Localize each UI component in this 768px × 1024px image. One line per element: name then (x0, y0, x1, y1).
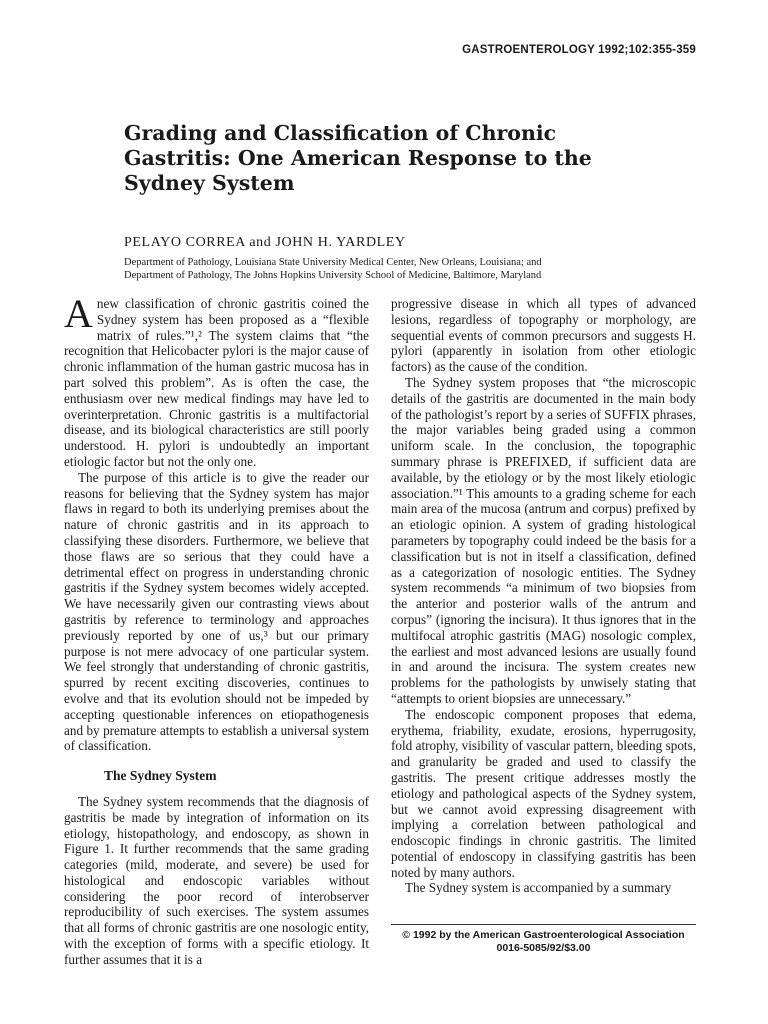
affiliation: Department of Pathology, Louisiana State University Medical Center, New Orleans, Louisiana; and (124, 257, 542, 268)
paragraph-text: new classification of chronic gastritis coined the Sydney system has been proposed as a “flexible matrix of rules.”¹,² The system claims that “the recognition that Helicobacter pylori is the major cause of chronic inflammation of the human gastric mucosa has in part solved this problem”. As is often the case, the enthusiasm over new medical findings may have led to overinterpretation. Chronic gastritis is a multifactorial disease, and its biological characteristics are still poorly understood. H. pylori is undoubtedly an important etiologic factor but not the only one. (64, 296, 369, 469)
article-title (124, 121, 664, 196)
paragraph: The Sydney system recommends that the diagnosis of gastritis be made by integration of information on its etiology, histopathology, and endoscopy, as shown in Figure 1. It further recommends that the same grading categories (mild, moderate, and severe) be used for histological and endoscopic variables without considering the poor record of interobserver reproducibility of such exercises. The system assumes that all forms of chronic gastritis are one nosologic entity, with the exception of forms with a specific etiology. It further assumes that it is a (64, 793, 369, 967)
journal-reference: GASTROENTEROLOGY 1992;102:355-359 (462, 44, 696, 56)
paragraph: The Sydney system is accompanied by a summary (405, 880, 672, 896)
affiliation: Department of Pathology, The Johns Hopkins University School of Medicine, Baltimore, Maryland (124, 270, 542, 281)
copyright-line: © 1992 by the American Gastroenterological Association (402, 929, 685, 941)
footer-rule (391, 924, 696, 925)
paragraph: The purpose of this article is to give the reader our reasons for believing that the Sydney system has major flaws in regard to both its underlying premises about the nature of chronic gastritis and in its approach to classifying these disorders. Furthermore, we believe that those flaws are so serious that they could have a detrimental effect on progress in understanding chronic gastritis if the Sydney system becomes widely accepted. We have necessarily given our contrasting views about gastritis by reference to terminology and approaches previously reported by one of us,³ but our primary purpose is not mere advocacy of one particular system. We feel strongly that understanding of chronic gastritis, spurred by recent exciting discoveries, continues to evolve and that its evolution should not be impeded by accepting questionable inferences on etiopathogenesis and by premature attempts to establish a universal system of classification. (64, 469, 369, 754)
issn-code: 0016-5085/92/$3.00 (496, 942, 591, 954)
paragraph: The endoscopic component proposes that edema, erythema, friability, exudate, erosions, hyperrugosity, fold atrophy, visibility of vascular pattern, bleeding spots, and granularity be graded and used to classify the gastritis. The present critique addresses mostly the etiology and pathological aspects of the Sydney system, but we cannot avoid expressing disagreement with implying a correlation between pathological and endoscopic findings in chronic gastritis. The limited potential of endoscopy in classifying gastritis has been noted by many authors. (391, 706, 696, 880)
title-line: Grading and Classification of Chronic (124, 121, 557, 145)
paragraph: The Sydney system proposes that “the microscopic details of the gastritis are documented in the main body of the pathologist’s report by a series of SUFFIX phrases, the major variables being graded using a common uniform scale. In the conclusion, the topographic summary phrase is PREFIXED, if sufficient data are available, by the etiology or by the most likely etiologic association.”¹ This amounts to a grading scheme for each main area of the mucosa (antrum and corpus) prefixed by an etiologic opinion. A system of grading histological parameters by topography could indeed be the basis for a classification but is not in itself a classification, defined as a categorization of nosologic entities. The Sydney system recommends “a minimum of two biopsies from the anterior and posterior walls of the antrum and corpus” (ignoring the incisura). It thus ignores that in the multifocal atrophic gastritis (MAG) nosologic complex, the earliest and most advanced lesions are usually found in and around the incisura. The system creates new problems for the pathologists by unwisely stating that “attempts to orient biopsies are unnecessary.” (391, 374, 696, 706)
copyright-footer (391, 929, 696, 955)
drop-cap: A (64, 291, 93, 336)
section-heading: The Sydney System (104, 768, 217, 784)
paragraph (64, 291, 369, 470)
paragraph: progressive disease in which all types of advanced lesions, regardless of topography or morphology, are sequential events of common precursors and suggests H. pylori (apparently in isolation from other etiologic factors) as the cause of the condition. (391, 296, 696, 375)
left-column (64, 291, 369, 968)
authors: PELAYO CORREA and JOHN H. YARDLEY (124, 235, 406, 250)
right-column (391, 296, 696, 896)
title-line: Gastritis: One American Response to the (124, 146, 592, 170)
title-line: Sydney System (124, 171, 295, 195)
